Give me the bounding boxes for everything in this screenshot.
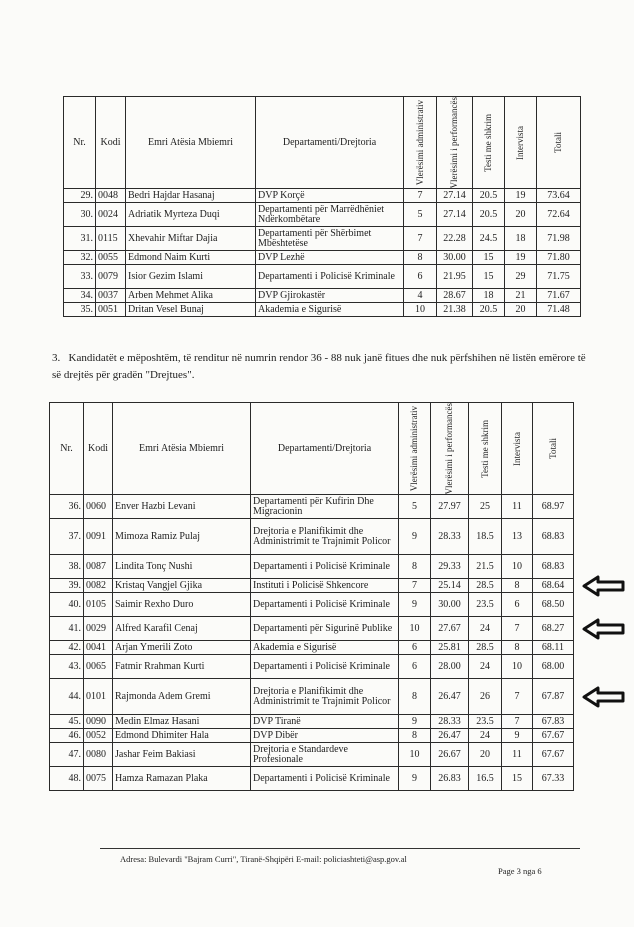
table-row [64, 203, 581, 227]
cell-v5: 68.11 [533, 641, 574, 655]
cell-v1: 7 [404, 227, 437, 251]
cell-dept: Drejtoria e Planifikimit dhe Administrimit te Trajnimit Policor [251, 679, 399, 715]
cell-nr: 42. [50, 641, 84, 655]
cell-dept: Departamenti për Marrëdhëniet Ndërkombëtare [256, 203, 404, 227]
col-header-v4: Intervista [511, 431, 522, 466]
cell-v5: 68.64 [533, 579, 574, 593]
col-header-v4: Intervista [515, 125, 525, 160]
cell-v4: 7 [502, 679, 533, 715]
cell-kodi: 0115 [96, 227, 126, 251]
cell-kodi: 0029 [84, 617, 113, 641]
cell-kodi: 0037 [96, 289, 126, 303]
cell-kodi: 0075 [84, 767, 113, 791]
cell-nr: 29. [64, 189, 96, 203]
cell-emri: Fatmir Rrahman Kurti [113, 655, 251, 679]
table-header-row [50, 403, 574, 495]
cell-v5: 71.67 [537, 289, 581, 303]
cell-emri: Dritan Vesel Bunaj [126, 303, 256, 317]
footer-address: Adresa: Bulevardi "Bajram Curri", Tiranë-Shqipëri E-mail: policiashteti@asp.gov.al [120, 854, 407, 864]
page-number: Page 3 nga 6 [498, 866, 542, 876]
cell-v5: 68.00 [533, 655, 574, 679]
cell-kodi: 0090 [84, 715, 113, 729]
cell-emri: Kristaq Vangjel Gjika [113, 579, 251, 593]
cell-dept: Departamenti për Kufirin Dhe Migracionin [251, 495, 399, 519]
cell-v2: 28.00 [431, 655, 469, 679]
cell-v1: 10 [399, 743, 431, 767]
cell-v1: 5 [404, 203, 437, 227]
cell-v3: 15 [473, 265, 505, 289]
cell-dept: Departamenti i Policisë Kriminale [251, 593, 399, 617]
cell-v4: 11 [502, 743, 533, 767]
table-row [50, 641, 574, 655]
cell-emri: Arben Mehmet Alika [126, 289, 256, 303]
cell-emri: Alfred Karafil Cenaj [113, 617, 251, 641]
cell-v5: 67.33 [533, 767, 574, 791]
cell-v4: 19 [505, 189, 537, 203]
cell-v5: 67.67 [533, 743, 574, 767]
col-header-v1: Vlerësimi administrativ [409, 406, 419, 492]
cell-v2: 29.33 [431, 555, 469, 579]
cell-kodi: 0082 [84, 579, 113, 593]
cell-dept: Departamenti i Policisë Kriminale [251, 555, 399, 579]
cell-v1: 9 [399, 519, 431, 555]
cell-v4: 10 [502, 655, 533, 679]
cell-nr: 47. [50, 743, 84, 767]
cell-v4: 21 [505, 289, 537, 303]
col-header-v3: Testi me shkrim [479, 419, 490, 478]
cell-emri: Enver Hazbi Levani [113, 495, 251, 519]
cell-nr: 36. [50, 495, 84, 519]
col-header-nr: Nr. [64, 97, 96, 189]
cell-emri: Rajmonda Adem Gremi [113, 679, 251, 715]
cell-v4: 29 [505, 265, 537, 289]
cell-nr: 45. [50, 715, 84, 729]
table-row [50, 593, 574, 617]
cell-emri: Edmond Dhimiter Hala [113, 729, 251, 743]
cell-nr: 30. [64, 203, 96, 227]
table-row [64, 303, 581, 317]
cell-emri: Mimoza Ramiz Pulaj [113, 519, 251, 555]
cell-v2: 27.14 [437, 203, 473, 227]
cell-v1: 10 [399, 617, 431, 641]
cell-v3: 18.5 [469, 519, 502, 555]
cell-v2: 30.00 [431, 593, 469, 617]
cell-emri: Jashar Feim Bakiasi [113, 743, 251, 767]
cell-dept: DVP Dibër [251, 729, 399, 743]
cell-v1: 8 [404, 251, 437, 265]
cell-v5: 68.27 [533, 617, 574, 641]
cell-emri: Isior Gezim Islami [126, 265, 256, 289]
cell-v2: 22.28 [437, 227, 473, 251]
cell-emri: Saimir Rexho Duro [113, 593, 251, 617]
cell-v5: 68.83 [533, 519, 574, 555]
cell-v3: 24.5 [473, 227, 505, 251]
cell-v4: 13 [502, 519, 533, 555]
table-row [64, 251, 581, 265]
cell-v3: 28.5 [469, 579, 502, 593]
cell-v2: 28.67 [437, 289, 473, 303]
left-arrow-icon [582, 685, 626, 709]
cell-nr: 38. [50, 555, 84, 579]
table-row [64, 265, 581, 289]
cell-v1: 4 [404, 289, 437, 303]
table-row [50, 555, 574, 579]
col-header-v5: Totali [547, 438, 558, 460]
table-row [50, 617, 574, 641]
table-row [50, 579, 574, 593]
cell-kodi: 0048 [96, 189, 126, 203]
cell-v4: 20 [505, 303, 537, 317]
cell-kodi: 0065 [84, 655, 113, 679]
cell-v2: 27.97 [431, 495, 469, 519]
cell-v3: 23.5 [469, 593, 502, 617]
col-header-v3: Testi me shkrim [483, 113, 493, 172]
cell-dept: Drejtoria e Standardeve Profesionale [251, 743, 399, 767]
table-row [50, 767, 574, 791]
cell-v1: 7 [404, 189, 437, 203]
cell-kodi: 0105 [84, 593, 113, 617]
table-row [50, 743, 574, 767]
col-header-v5: Totali [553, 132, 563, 154]
left-arrow-icon [582, 574, 626, 598]
cell-v3: 26 [469, 679, 502, 715]
col-header-v2: Vlerësimi i performancës [449, 97, 459, 189]
cell-v5: 67.67 [533, 729, 574, 743]
cell-dept: Departamenti i Policisë Kriminale [256, 265, 404, 289]
cell-nr: 34. [64, 289, 96, 303]
cell-v4: 18 [505, 227, 537, 251]
cell-v4: 9 [502, 729, 533, 743]
cell-v4: 15 [502, 767, 533, 791]
table-row [50, 679, 574, 715]
table-row [64, 289, 581, 303]
col-header-v2: Vlerësimi i performancës [444, 403, 454, 495]
cell-dept: DVP Gjirokastër [256, 289, 404, 303]
cell-dept: Akademia e Sigurisë [251, 641, 399, 655]
col-header-emri: Emri Atësia Mbiemri [126, 97, 256, 189]
cell-v5: 71.48 [537, 303, 581, 317]
cell-dept: Departamenti i Policisë Kriminale [251, 655, 399, 679]
cell-emri: Xhevahir Miftar Dajia [126, 227, 256, 251]
cell-nr: 44. [50, 679, 84, 715]
cell-v5: 68.50 [533, 593, 574, 617]
cell-v2: 26.67 [431, 743, 469, 767]
cell-v3: 20 [469, 743, 502, 767]
left-arrow-icon [582, 617, 626, 641]
cell-v2: 25.81 [431, 641, 469, 655]
note-paragraph [52, 350, 592, 384]
cell-v5: 73.64 [537, 189, 581, 203]
cell-v5: 71.75 [537, 265, 581, 289]
cell-v4: 19 [505, 251, 537, 265]
cell-dept: Akademia e Sigurisë [256, 303, 404, 317]
cell-v3: 16.5 [469, 767, 502, 791]
table-row [64, 189, 581, 203]
cell-v4: 7 [502, 715, 533, 729]
cell-kodi: 0051 [96, 303, 126, 317]
cell-v3: 28.5 [469, 641, 502, 655]
cell-v2: 27.67 [431, 617, 469, 641]
col-header-kodi: Kodi [96, 97, 126, 189]
cell-v3: 20.5 [473, 203, 505, 227]
cell-kodi: 0052 [84, 729, 113, 743]
cell-v1: 9 [399, 715, 431, 729]
col-header-v1: Vlerësimi administrativ [414, 100, 425, 186]
col-header-emri: Emri Atësia Mbiemri [113, 403, 251, 495]
cell-v5: 71.98 [537, 227, 581, 251]
cell-kodi: 0079 [96, 265, 126, 289]
cell-v3: 24 [469, 655, 502, 679]
cell-v4: 7 [502, 617, 533, 641]
cell-v3: 15 [473, 251, 505, 265]
table-row [50, 715, 574, 729]
cell-v3: 24 [469, 617, 502, 641]
cell-nr: 37. [50, 519, 84, 555]
cell-v3: 20.5 [473, 303, 505, 317]
cell-emri: Edmond Naim Kurti [126, 251, 256, 265]
cell-v5: 71.80 [537, 251, 581, 265]
cell-v5: 72.64 [537, 203, 581, 227]
cell-v1: 9 [399, 593, 431, 617]
cell-nr: 46. [50, 729, 84, 743]
cell-v4: 20 [505, 203, 537, 227]
cell-emri: Lindita Tonç Nushi [113, 555, 251, 579]
cell-v3: 23.5 [469, 715, 502, 729]
col-header-dept: Departamenti/Drejtoria [251, 403, 399, 495]
cell-dept: Drejtoria e Planifikimit dhe Administrimit te Trajnimit Policor [251, 519, 399, 555]
note-text: Kandidatët e mëposhtëm, të renditur në numrin rendor 36 - 88 nuk janë fitues dhe nuk përfshihen në listën emërore të së drejtës për gradën "Drejtues". [52, 352, 586, 381]
cell-v2: 28.33 [431, 519, 469, 555]
cell-dept: DVP Korçë [256, 189, 404, 203]
cell-v3: 24 [469, 729, 502, 743]
results-table-top [63, 96, 581, 317]
cell-v3: 21.5 [469, 555, 502, 579]
cell-kodi: 0101 [84, 679, 113, 715]
table-row [50, 519, 574, 555]
note-number: 3. [52, 352, 61, 364]
cell-v2: 26.47 [431, 679, 469, 715]
cell-v1: 7 [399, 579, 431, 593]
table-row [50, 729, 574, 743]
cell-kodi: 0087 [84, 555, 113, 579]
cell-v3: 20.5 [473, 189, 505, 203]
cell-v4: 8 [502, 579, 533, 593]
cell-nr: 39. [50, 579, 84, 593]
cell-nr: 31. [64, 227, 96, 251]
table-row [64, 227, 581, 251]
cell-kodi: 0080 [84, 743, 113, 767]
cell-v1: 6 [399, 655, 431, 679]
cell-v1: 8 [399, 555, 431, 579]
cell-v2: 27.14 [437, 189, 473, 203]
cell-nr: 40. [50, 593, 84, 617]
cell-v1: 8 [399, 729, 431, 743]
cell-kodi: 0055 [96, 251, 126, 265]
cell-emri: Arjan Ymerili Zoto [113, 641, 251, 655]
cell-v4: 6 [502, 593, 533, 617]
cell-dept: Departamenti për Shërbimet Mbështetëse [256, 227, 404, 251]
cell-dept: Departamenti për Sigurinë Publike [251, 617, 399, 641]
cell-v5: 68.83 [533, 555, 574, 579]
cell-v1: 6 [399, 641, 431, 655]
cell-nr: 32. [64, 251, 96, 265]
cell-v5: 67.87 [533, 679, 574, 715]
cell-emri: Hamza Ramazan Plaka [113, 767, 251, 791]
cell-kodi: 0024 [96, 203, 126, 227]
cell-v4: 10 [502, 555, 533, 579]
cell-v1: 5 [399, 495, 431, 519]
cell-nr: 35. [64, 303, 96, 317]
cell-nr: 41. [50, 617, 84, 641]
cell-v2: 28.33 [431, 715, 469, 729]
cell-v3: 25 [469, 495, 502, 519]
table-header-row [64, 97, 581, 189]
cell-v2: 25.14 [431, 579, 469, 593]
col-header-nr: Nr. [50, 403, 84, 495]
col-header-dept: Departamenti/Drejtoria [256, 97, 404, 189]
cell-emri: Medin Elmaz Hasani [113, 715, 251, 729]
cell-v1: 10 [404, 303, 437, 317]
cell-dept: DVP Tiranë [251, 715, 399, 729]
cell-nr: 33. [64, 265, 96, 289]
footer-divider [100, 848, 580, 849]
results-table-bottom [49, 402, 574, 791]
cell-kodi: 0091 [84, 519, 113, 555]
cell-v3: 18 [473, 289, 505, 303]
cell-dept: DVP Lezhë [256, 251, 404, 265]
cell-v2: 21.95 [437, 265, 473, 289]
cell-emri: Bedri Hajdar Hasanaj [126, 189, 256, 203]
cell-nr: 43. [50, 655, 84, 679]
cell-v5: 68.97 [533, 495, 574, 519]
cell-v1: 6 [404, 265, 437, 289]
cell-v2: 26.47 [431, 729, 469, 743]
cell-kodi: 0041 [84, 641, 113, 655]
table-row [50, 655, 574, 679]
cell-v4: 8 [502, 641, 533, 655]
cell-v2: 26.83 [431, 767, 469, 791]
cell-kodi: 0060 [84, 495, 113, 519]
cell-v2: 21.38 [437, 303, 473, 317]
cell-nr: 48. [50, 767, 84, 791]
cell-v1: 9 [399, 767, 431, 791]
cell-emri: Adriatik Myrteza Duqi [126, 203, 256, 227]
cell-v1: 8 [399, 679, 431, 715]
cell-v2: 30.00 [437, 251, 473, 265]
col-header-kodi: Kodi [84, 403, 113, 495]
cell-v4: 11 [502, 495, 533, 519]
cell-v5: 67.83 [533, 715, 574, 729]
table-row [50, 495, 574, 519]
cell-dept: Departamenti i Policisë Kriminale [251, 767, 399, 791]
cell-dept: Instituti i Policisë Shkencore [251, 579, 399, 593]
